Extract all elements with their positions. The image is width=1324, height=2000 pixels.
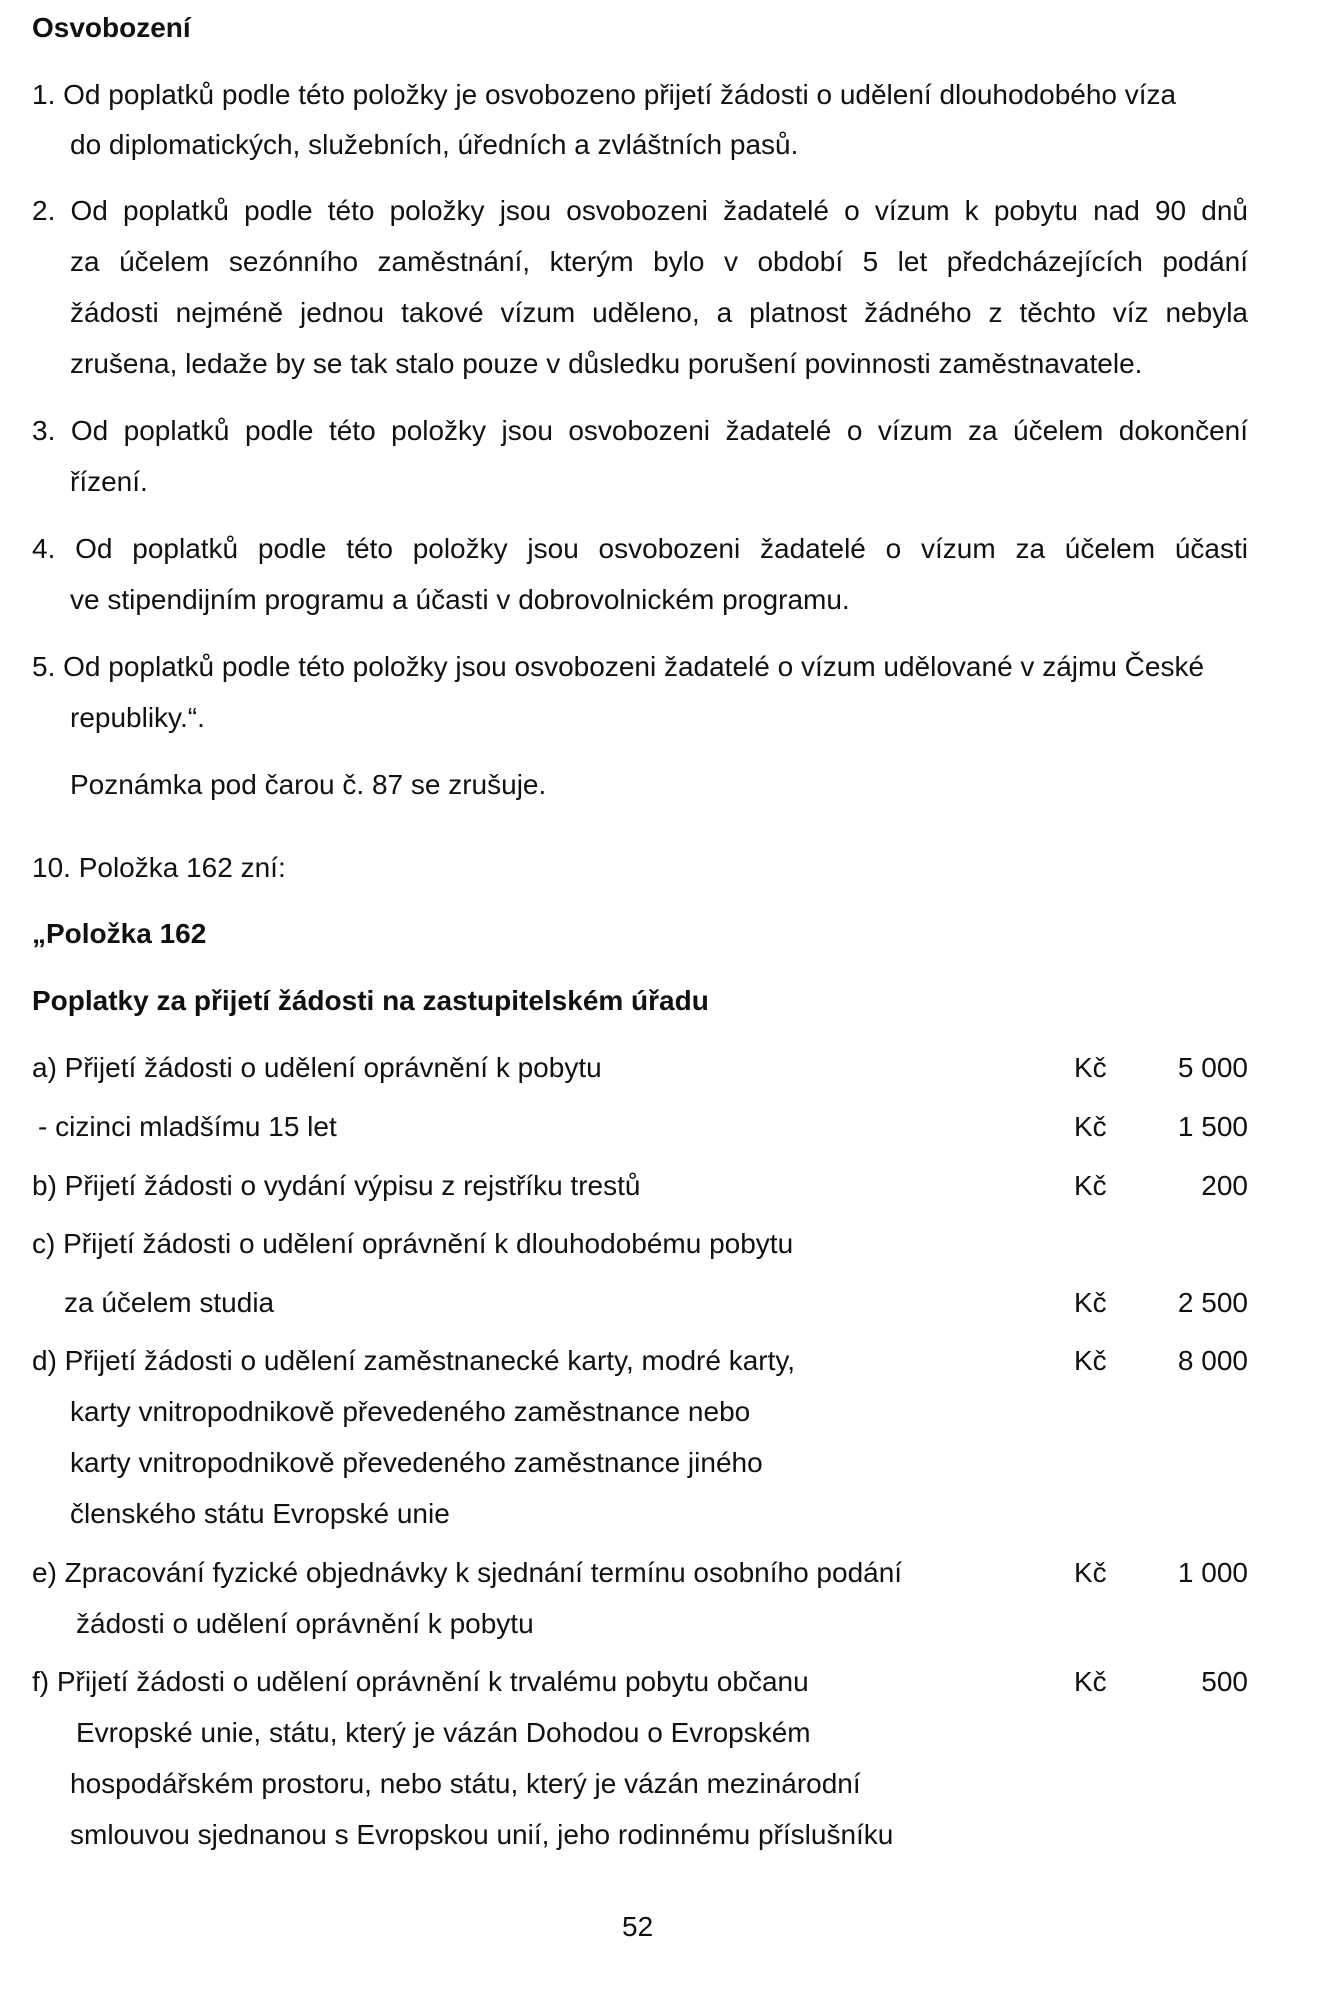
fee-a-sub-currency: Kč xyxy=(1074,1111,1107,1142)
footnote-note: Poznámka pod čarou č. 87 se zrušuje. xyxy=(70,769,547,800)
fee-f-label-line-1: f) Přijetí žádosti o udělení oprávnění k trvalému pobytu občanu xyxy=(32,1666,809,1697)
exemption-item-4-line-2: ve stipendijním programu a účasti v dobrovolnickém programu. xyxy=(70,584,850,615)
point-10: 10. Položka 162 zní: xyxy=(32,852,286,883)
exemption-item-3-line-2: řízení. xyxy=(70,466,148,497)
fee-d-label-line-1: d) Přijetí žádosti o udělení zaměstnanecké karty, modré karty, xyxy=(32,1345,796,1376)
fee-b-label: b) Přijetí žádosti o vydání výpisu z rejstříku trestů xyxy=(32,1170,641,1201)
fee-e-label-line-1: e) Zpracování fyzické objednávky k sjednání termínu osobního podání xyxy=(32,1557,903,1588)
fee-d-label-line-2: karty vnitropodnikově převedeného zaměstnance nebo xyxy=(70,1396,751,1427)
exemption-item-1-line-2: do diplomatických, služebních, úředních a zvláštních pasů. xyxy=(70,129,799,160)
fee-a-amount: 5 000 xyxy=(1177,1052,1248,1083)
fee-f-label-line-2: Evropské unie, státu, který je vázán Dohodou o Evropském xyxy=(76,1717,811,1748)
fee-f-amount: 500 xyxy=(1201,1666,1248,1697)
exemption-item-1-line-1: 1. Od poplatků podle této položky je osvobozeno přijetí žádosti o udělení dlouhodobého víza xyxy=(32,79,1177,110)
fee-a-label: a) Přijetí žádosti o udělení oprávnění k pobytu xyxy=(32,1052,602,1083)
fees-section-title: Poplatky za přijetí žádosti na zastupitelském úřadu xyxy=(32,985,709,1016)
fee-c-label-line-2: za účelem studia xyxy=(64,1287,275,1318)
fee-c-amount: 2 500 xyxy=(1177,1287,1248,1318)
exemption-item-2-line-2: za účelem sezónního zaměstnání, kterým bylo v období 5 let předcházejících podání xyxy=(70,246,1248,277)
exemption-item-3-line-1: 3. Od poplatků podle této položky jsou osvobozeni žadatelé o vízum za účelem dokončení xyxy=(32,415,1248,446)
fee-f-label-line-3: hospodářském prostoru, nebo státu, který je vázán mezinárodní xyxy=(70,1768,861,1799)
fee-a-sub-label: - cizinci mladšímu 15 let xyxy=(38,1111,337,1142)
fee-c-currency: Kč xyxy=(1074,1287,1107,1318)
fee-d-label-line-3: karty vnitropodnikově převedeného zaměstnance jiného xyxy=(70,1447,763,1478)
fee-f-label-line-4: smlouvou sjednanou s Evropskou unií, jeho rodinnému příslušníku xyxy=(70,1819,894,1850)
exemption-item-4-line-1: 4. Od poplatků podle této položky jsou osvobozeni žadatelé o vízum za účelem účasti xyxy=(32,533,1248,564)
page-number: 52 xyxy=(622,1911,654,1942)
exemption-item-2-line-4: zrušena, ledaže by se tak stalo pouze v důsledku porušení povinnosti zaměstnavatele. xyxy=(70,348,1143,379)
exemption-item-5-line-1: 5. Od poplatků podle této položky jsou osvobozeni žadatelé o vízum udělované v zájmu České xyxy=(32,651,1205,682)
fee-b-currency: Kč xyxy=(1074,1170,1107,1201)
fee-e-label-line-2: žádosti o udělení oprávnění k pobytu xyxy=(76,1608,534,1639)
fee-a-sub-amount: 1 500 xyxy=(1177,1111,1248,1142)
fee-d-label-line-4: členského státu Evropské unie xyxy=(70,1498,450,1529)
fee-c-label-line-1: c) Přijetí žádosti o udělení oprávnění k dlouhodobému pobytu xyxy=(32,1228,794,1259)
fee-a-currency: Kč xyxy=(1074,1052,1107,1083)
exemption-item-2-line-3: žádosti nejméně jednou takové vízum uděleno, a platnost žádného z těchto víz nebyla xyxy=(70,297,1248,328)
fee-d-currency: Kč xyxy=(1074,1345,1107,1376)
fee-e-currency: Kč xyxy=(1074,1557,1107,1588)
exemption-item-2-line-1: 2. Od poplatků podle této položky jsou osvobozeni žadatelé o vízum k pobytu nad 90 dnů xyxy=(32,195,1248,226)
fee-b-amount: 200 xyxy=(1201,1170,1248,1201)
fee-e-amount: 1 000 xyxy=(1177,1557,1248,1588)
exemption-item-5-line-2: republiky.“. xyxy=(70,702,205,733)
section-heading: Osvobození xyxy=(32,12,191,43)
fee-d-amount: 8 000 xyxy=(1177,1345,1248,1376)
fee-f-currency: Kč xyxy=(1074,1666,1107,1697)
polozka-title: „Položka 162 xyxy=(32,918,207,949)
